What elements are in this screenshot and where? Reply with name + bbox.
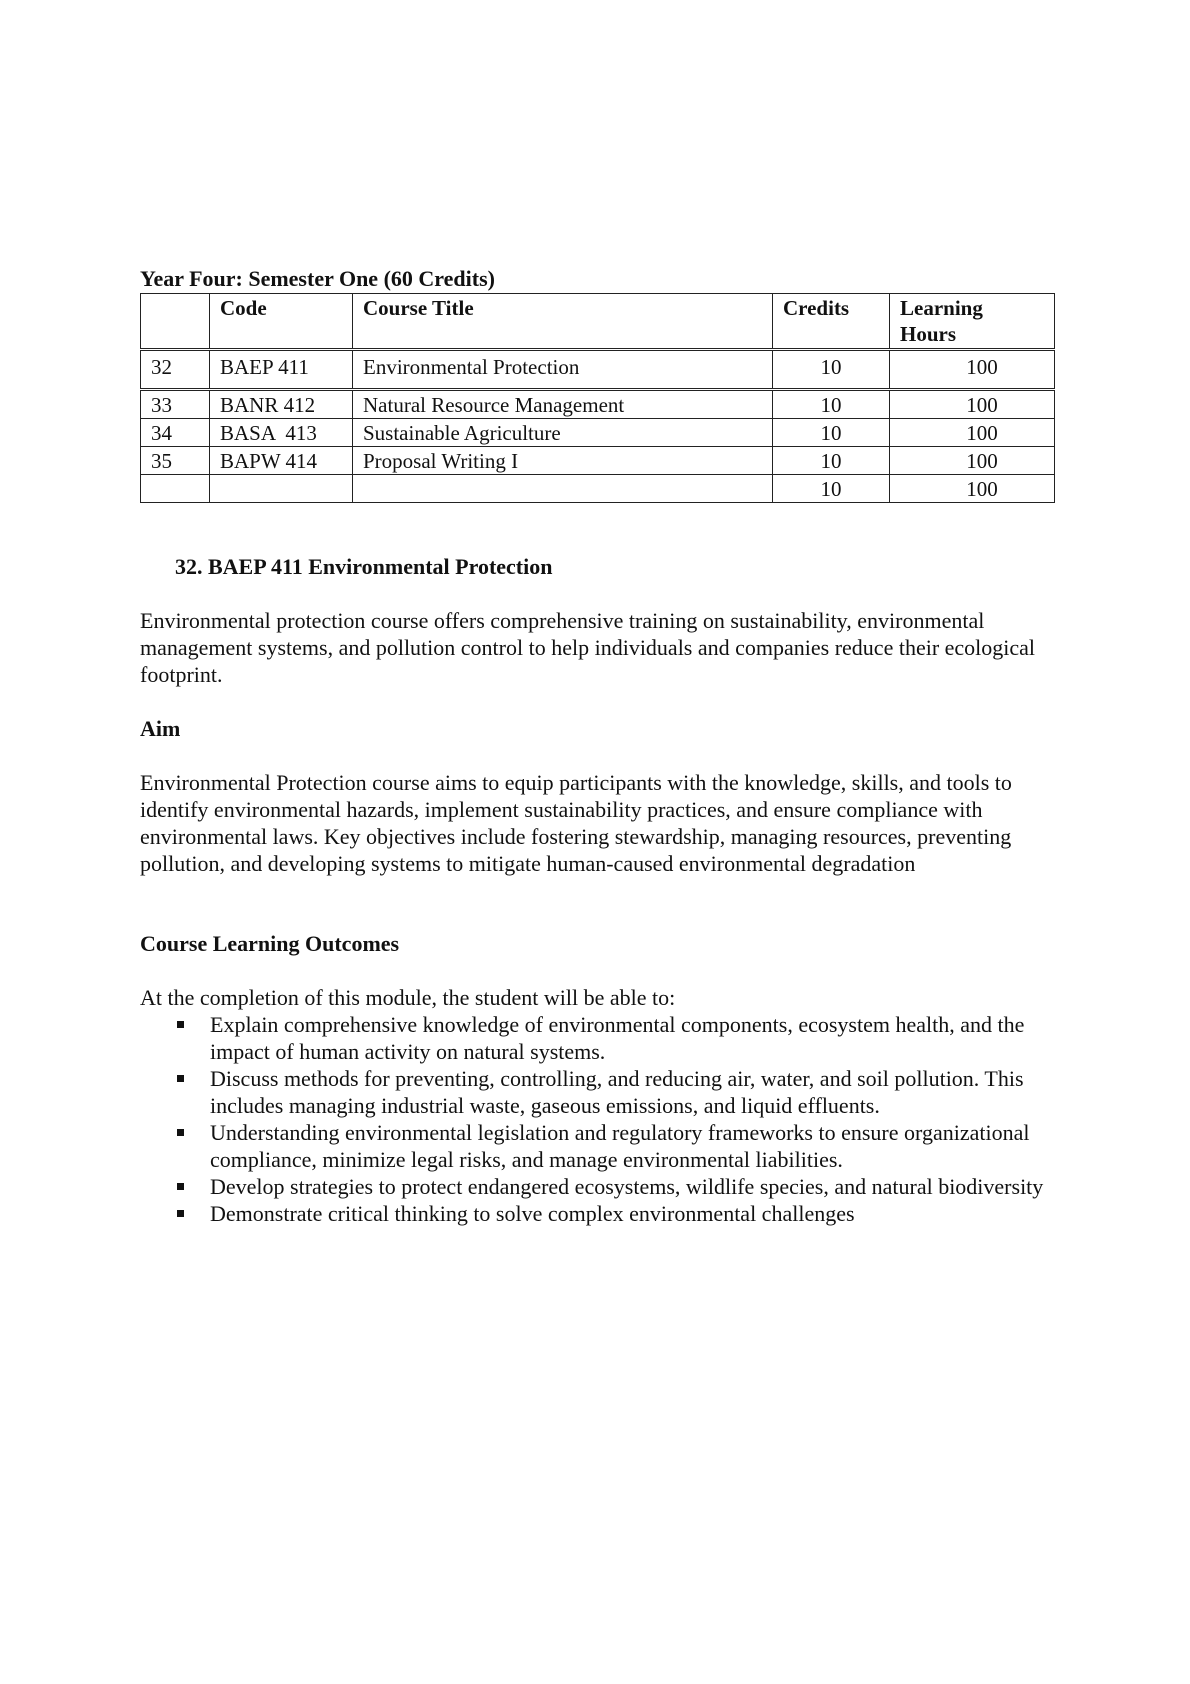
section-title: 32. BAEP 411 Environmental Protection [175,554,553,579]
header-course-title: Course Title [353,294,773,350]
list-item [175,1200,1055,1227]
row-credits: 10 [773,475,890,503]
table-row [141,390,1055,419]
bullet-square-icon [177,1075,184,1082]
row-title: Sustainable Agriculture [353,419,773,447]
row-number [141,475,210,503]
course-table [140,293,1055,503]
row-number: 35 [141,447,210,475]
outcome-text: Demonstrate critical thinking to solve complex environmental challenges [210,1201,855,1226]
list-item [175,1119,1055,1173]
outcome-text: Develop strategies to protect endangered ecosystems, wildlife species, and natural biodiversity [210,1174,1044,1199]
table-row [141,419,1055,447]
row-code: BAPW 414 [210,447,353,475]
header-code: Code [210,294,353,350]
row-code [210,475,353,503]
header-learning-hours: Learning Hours [890,294,1055,350]
outcomes-list [175,1011,1055,1227]
intro-paragraph: Environmental protection course offers comprehensive training on sustainability, environmental management systems, and pollution control to help individuals and companies reduce their ecological footprint. [140,608,1036,687]
header-credits: Credits [773,294,890,350]
row-code: BASA 413 [210,419,353,447]
table-row [141,350,1055,390]
row-credits: 10 [773,390,890,419]
row-hours: 100 [890,419,1055,447]
bullet-square-icon [177,1021,184,1028]
row-title: Proposal Writing I [353,447,773,475]
outcomes-intro: At the completion of this module, the student will be able to: [140,985,676,1010]
bullet-square-icon [177,1183,184,1190]
list-item [175,1173,1055,1200]
list-item [175,1065,1055,1119]
row-number: 34 [141,419,210,447]
row-code: BAEP 411 [210,350,353,390]
outcome-text: Understanding environmental legislation and regulatory frameworks to ensure organizational compliance, minimize legal risks, and manage environmental liabilities. [210,1120,1030,1172]
table-header-row [141,294,1055,350]
row-title: Natural Resource Management [353,390,773,419]
bullet-square-icon [177,1129,184,1136]
row-number: 33 [141,390,210,419]
row-hours: 100 [890,390,1055,419]
row-hours: 100 [890,350,1055,390]
row-hours: 100 [890,447,1055,475]
row-credits: 10 [773,350,890,390]
table-heading: Year Four: Semester One (60 Credits) [140,266,495,291]
aim-paragraph: Environmental Protection course aims to equip participants with the knowledge, skills, and tools to identify environmental hazards, implement sustainability practices, and ensure compliance with environmental laws. Key objectives include fostering stewardship, managing resources, preventing pollution, and developing systems to mitigate human-caused environmental degradation [140,770,1012,876]
row-code: BANR 412 [210,390,353,419]
table-row [141,447,1055,475]
row-hours: 100 [890,475,1055,503]
list-item [175,1011,1055,1065]
outcomes-heading: Course Learning Outcomes [140,931,400,956]
table-row [141,475,1055,503]
outcome-text: Discuss methods for preventing, controlling, and reducing air, water, and soil pollution. This includes managing industrial waste, gaseous emissions, and liquid effluents. [210,1066,1024,1118]
header-number [141,294,210,350]
row-title [353,475,773,503]
aim-heading: Aim [140,716,181,741]
row-number: 32 [141,350,210,390]
bullet-square-icon [177,1210,184,1217]
row-credits: 10 [773,419,890,447]
row-credits: 10 [773,447,890,475]
row-title: Environmental Protection [353,350,773,390]
outcome-text: Explain comprehensive knowledge of environmental components, ecosystem health, and the impact of human activity on natural systems. [210,1012,1025,1064]
